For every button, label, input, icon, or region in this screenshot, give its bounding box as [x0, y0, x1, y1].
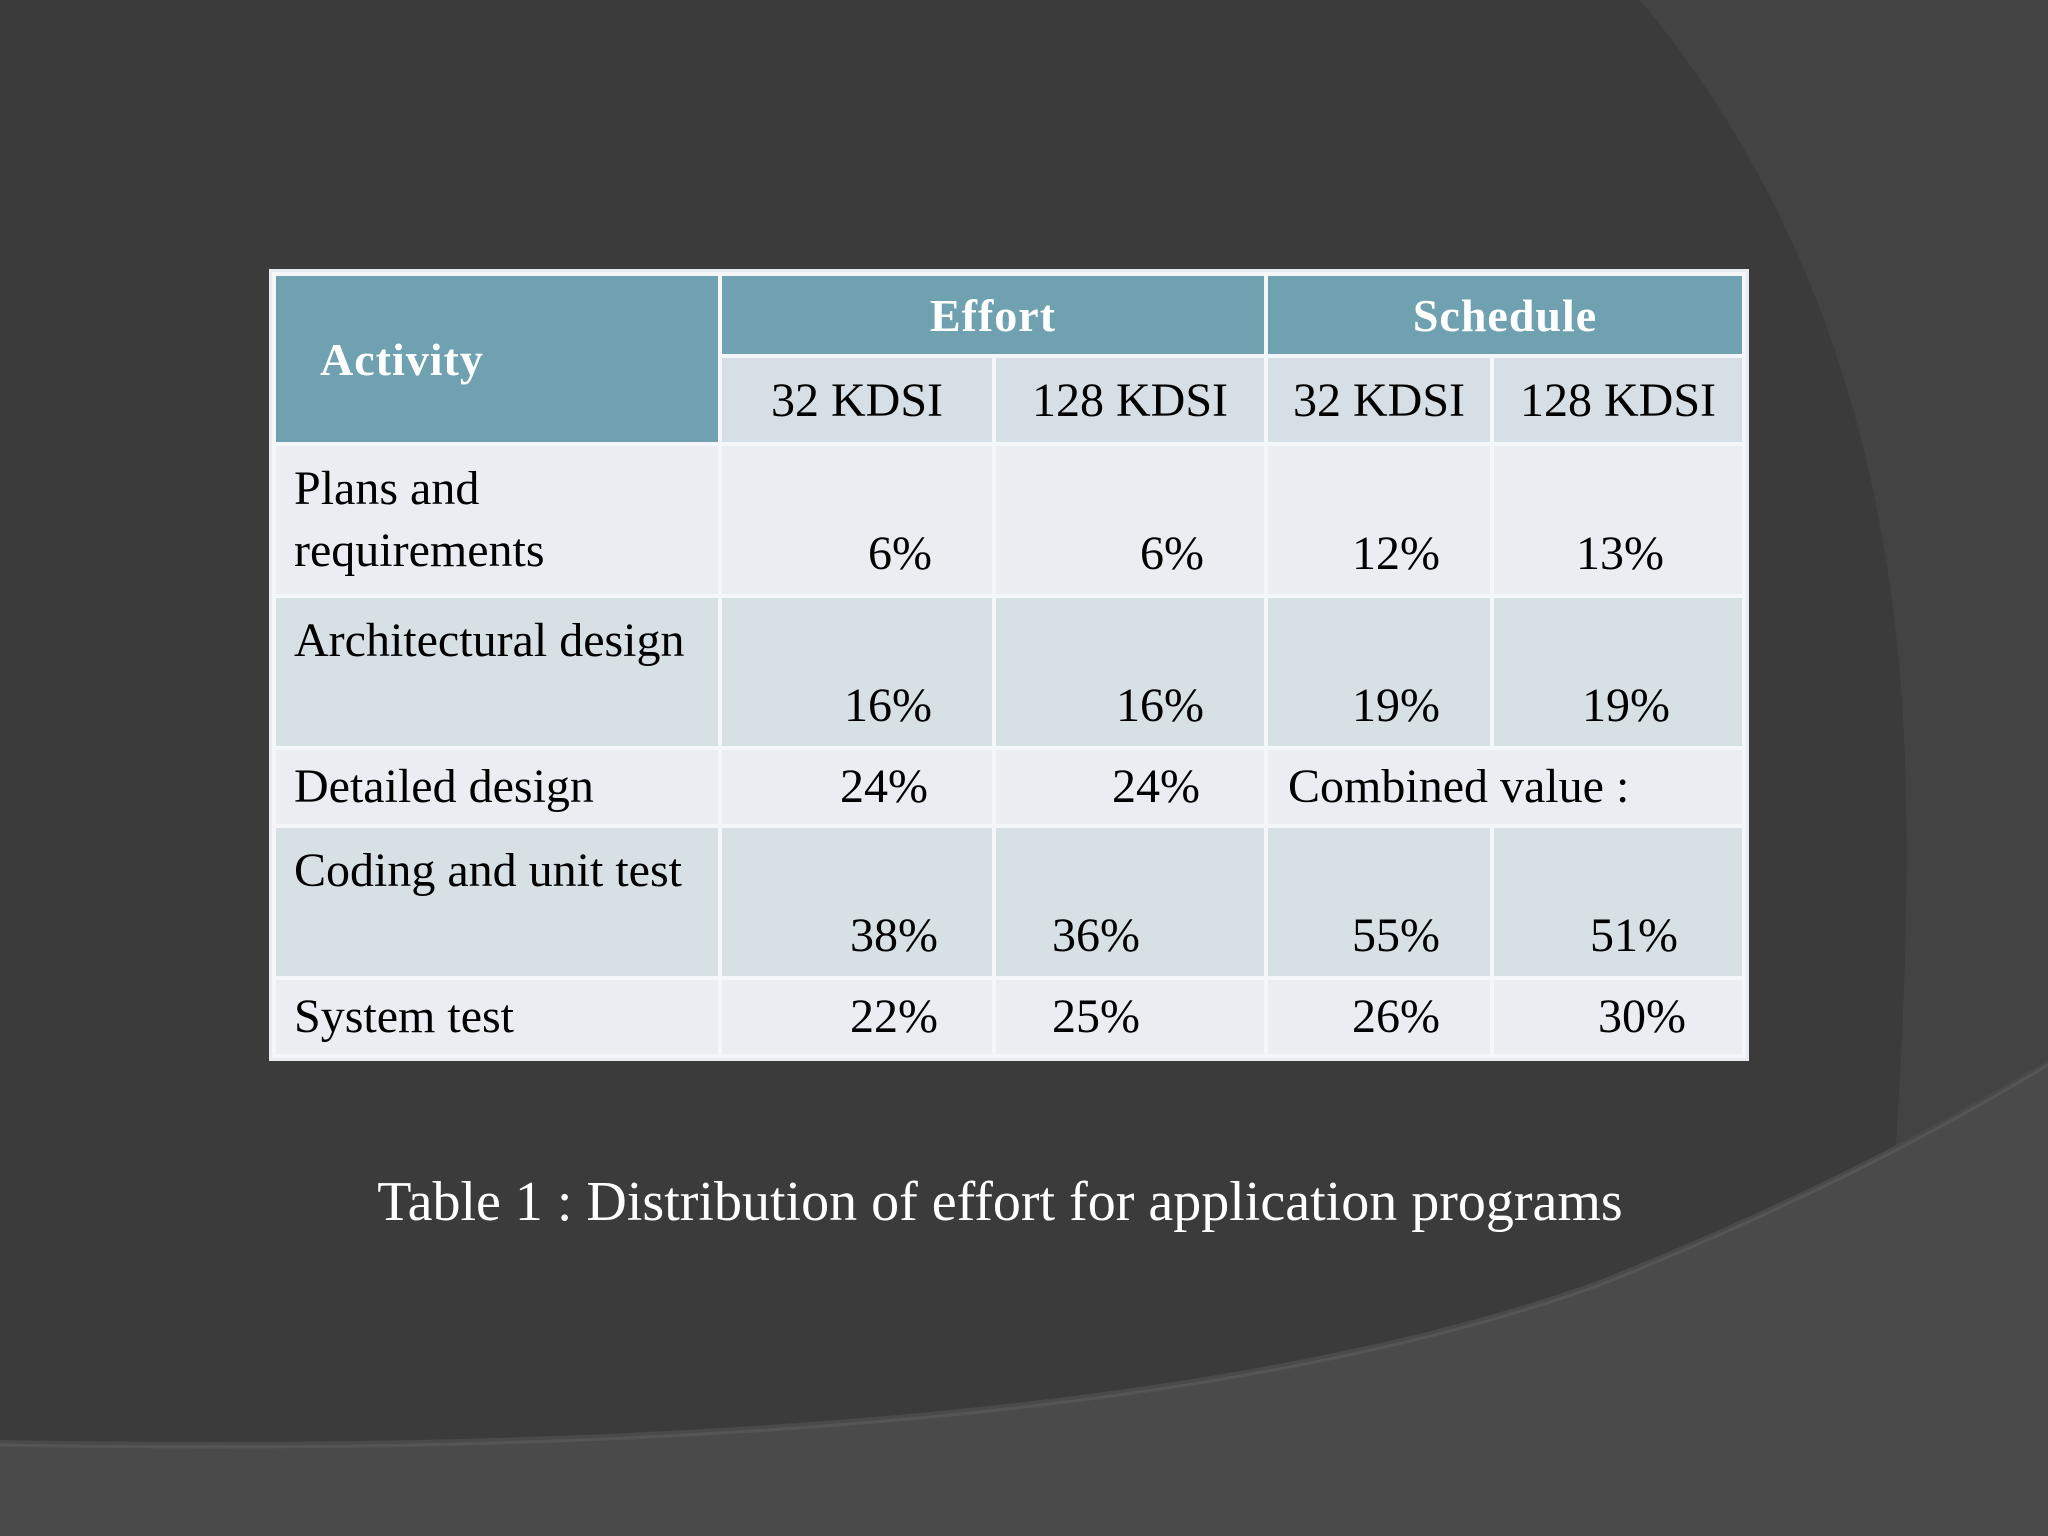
value-cell: 51% [1492, 826, 1744, 978]
value-cell: 25% [994, 978, 1266, 1056]
value-cell: 38% [720, 826, 994, 978]
value-cell: 55% [1266, 826, 1492, 978]
value-cell: 12% [1266, 444, 1492, 596]
table-row [274, 444, 1744, 596]
activity-cell: System test [274, 978, 720, 1056]
activity-cell: Coding and unit test [274, 826, 720, 978]
subheader-effort-32kdsi: 32 KDSI [720, 356, 994, 444]
value-cell: 19% [1266, 596, 1492, 748]
value-cell: 6% [720, 444, 994, 596]
value-cell: 6% [994, 444, 1266, 596]
value-cell: 30% [1492, 978, 1744, 1056]
activity-cell: Detailed design [274, 748, 720, 826]
activity-header: Activity [274, 274, 720, 444]
value-cell: 13% [1492, 444, 1744, 596]
value-cell: 24% [994, 748, 1266, 826]
activity-cell: Architectural design [274, 596, 720, 748]
subheader-effort-128kdsi: 128 KDSI [994, 356, 1266, 444]
value-cell: 16% [994, 596, 1266, 748]
table-row [274, 748, 1744, 826]
effort-distribution-table [272, 272, 1746, 1058]
combined-value-cell: Combined value : [1266, 748, 1744, 826]
subheader-schedule-32kdsi: 32 KDSI [1266, 356, 1492, 444]
table-row [274, 596, 1744, 748]
subheader-schedule-128kdsi: 128 KDSI [1492, 356, 1744, 444]
effort-header: Effort [720, 274, 1266, 356]
activity-cell: Plans and requirements [274, 444, 720, 596]
table-header-row [274, 274, 1744, 356]
table-row [274, 826, 1744, 978]
value-cell: 19% [1492, 596, 1744, 748]
table-caption: Table 1 : Distribution of effort for application programs [377, 1171, 1623, 1233]
value-cell: 22% [720, 978, 994, 1056]
value-cell: 26% [1266, 978, 1492, 1056]
value-cell: 16% [720, 596, 994, 748]
table-row [274, 978, 1744, 1056]
value-cell: 36% [994, 826, 1266, 978]
value-cell: 24% [720, 748, 994, 826]
schedule-header: Schedule [1266, 274, 1744, 356]
